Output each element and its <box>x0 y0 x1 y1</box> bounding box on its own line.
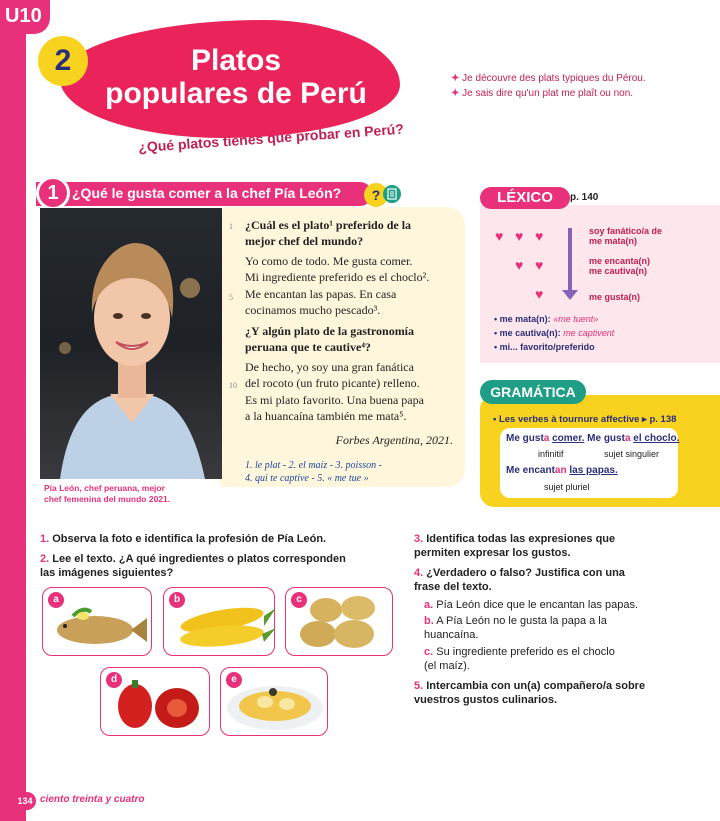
image-label-d: d <box>106 672 122 688</box>
lexico-row: me encanta(n) me cautiva(n) <box>589 256 651 276</box>
reading-line: Me encantan las papas. En casa <box>245 287 397 301</box>
page-number: 134 <box>14 792 36 810</box>
lesson-title-line1: Platos <box>190 44 282 77</box>
reading-line: a la huancaína también me mata⁵. <box>245 409 407 423</box>
goal-item: ✦ Je sais dire qu'un plat me plaît ou non. <box>451 88 634 99</box>
task-4: 4. ¿Verdadero o falso? Justifica con una frase del texto. <box>414 567 625 593</box>
reading-line: del rocoto (un fruto picante) relleno. <box>245 376 420 390</box>
reading-line: peruana que te cautive⁴? <box>245 340 371 354</box>
gramatica-rule: • Les verbes à tournure affective ▸ p. 138 <box>493 414 677 425</box>
lesson-title <box>86 44 386 110</box>
task-4-option: a. Pía León dice que le encantan las papas. <box>424 599 639 611</box>
grammar-example: Me gusta comer. Me gusta el choclo. <box>506 433 680 444</box>
grammar-label: sujet singulier <box>604 449 660 459</box>
heart-icon: ♥ <box>495 228 504 244</box>
lesson-subtitle: ¿Qué platos tienes que probar en Perú? <box>137 120 405 156</box>
lexico-label: LÉXICO <box>480 187 570 209</box>
task-5: 5. Intercambia con un(a) compañero/a sobre vuestros gustos culinarios. <box>414 680 646 706</box>
reading-line: cocinamos mucho pescado³. <box>245 303 381 317</box>
help-icon[interactable]: ? <box>364 183 388 207</box>
heart-icon: ♥ <box>535 257 544 273</box>
reading-line: De hecho, yo soy una gran fanática <box>245 360 414 374</box>
lexico-row: me gusta(n) <box>589 292 641 302</box>
lexico-row: soy fanático/a de me mata(n) <box>589 226 663 246</box>
photo-caption: Pía León, chef peruana, mejor chef femenina del mundo 2021. <box>44 483 171 504</box>
reading-line: mejor chef del mundo? <box>245 234 364 248</box>
page-number-words: ciento treinta y cuatro <box>40 794 145 805</box>
lesson-number: 2 <box>38 36 88 86</box>
gramatica-label: GRAMÁTICA <box>480 380 586 404</box>
reading-line: ¿Y algún plato de la gastronomía <box>245 324 415 338</box>
grammar-label: infinitif <box>538 449 564 459</box>
arrow-head-icon <box>562 290 578 300</box>
heart-icon: ♥ <box>535 286 544 302</box>
image-label-a: a <box>48 592 64 608</box>
grammar-example: Me encantan las papas. <box>506 465 618 476</box>
heart-icon: ♥ <box>515 257 524 273</box>
reading-line: ¿Cuál es el plato¹ preferido de la <box>245 218 412 232</box>
task-1: 1. Observa la foto e identifica la profesión de Pía León. <box>40 533 327 545</box>
task-2: 2. Lee el texto. ¿A qué ingredientes o platos corresponden las imágenes siguientes? <box>40 553 346 579</box>
image-label-e: e <box>226 672 242 688</box>
section-1-number: 1 <box>36 176 70 210</box>
line-number: 1 <box>229 222 233 231</box>
task-4-option: b. A Pía León no le gusta la papa a la huancaína. <box>424 615 607 641</box>
left-color-strip <box>0 0 26 821</box>
chef-photo <box>40 208 222 479</box>
heart-icon: ♥ <box>515 228 524 244</box>
heart-icon: ♥ <box>535 228 544 244</box>
grammar-label: sujet pluriel <box>544 482 590 492</box>
unit-tab: U10 <box>0 0 50 34</box>
image-label-b: b <box>169 592 185 608</box>
task-3: 3. Identifica todas las expresiones que permiten expresar los gustos. <box>414 533 616 559</box>
section-1-title: ¿Qué le gusta comer a la chef Pía León? <box>72 185 342 201</box>
line-number: 10 <box>229 381 237 390</box>
task-4-option: c. Su ingrediente preferido es el choclo (el maíz). <box>424 646 615 672</box>
lesson-title-line2: populares de Perú <box>105 77 367 110</box>
goal-item: ✦ Je découvre des plats typiques du Pérou. <box>451 73 646 84</box>
reading-line: Es mi plato favorito. Una buena papa <box>245 393 424 407</box>
image-label-c: c <box>291 592 307 608</box>
lexico-page-ref: p. 140 <box>570 192 599 203</box>
line-number: 5 <box>229 293 233 302</box>
reading-line: Yo como de todo. Me gusta comer. <box>245 254 413 268</box>
lexico-note: • me mata(n): «me tuent» <box>494 314 599 324</box>
document-icon[interactable] <box>383 185 401 203</box>
glossary: 1. le plat - 2. el maíz - 3. poisson - 4. qui te captive - 5. « me tue » <box>245 460 382 484</box>
lexico-note: • mi... favorito/preferido <box>494 342 595 352</box>
reading-source: Forbes Argentina, 2021. <box>335 433 453 447</box>
lexico-note: • me cautiva(n): me captivent <box>494 328 615 338</box>
arrow-down-icon <box>568 228 572 293</box>
reading-line: Mi ingrediente preferido es el choclo². <box>245 270 430 284</box>
